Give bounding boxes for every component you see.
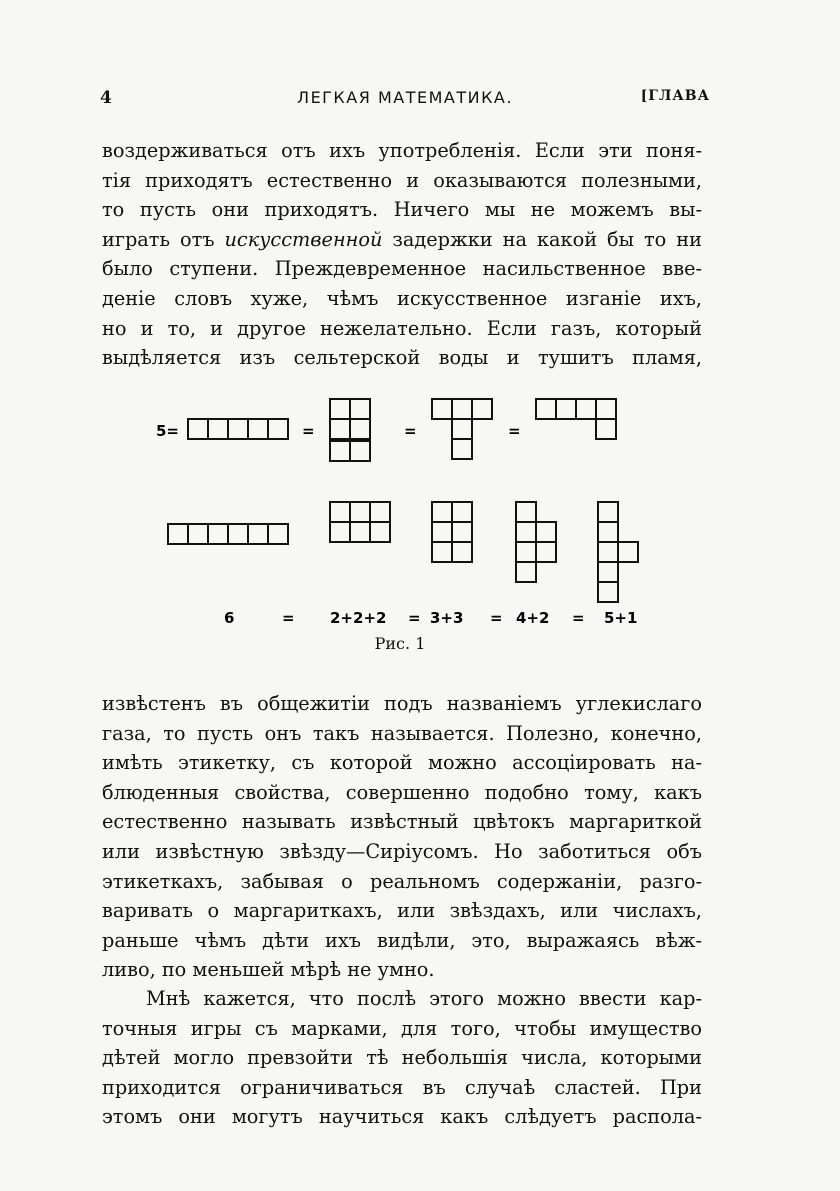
text-line: но и то, и другое нежелательно. Если газъ, который [102, 316, 702, 340]
equals-sign: = [408, 609, 421, 627]
text-line: варивать о маргариткахъ, или звѣздахъ, или числахъ, [102, 899, 702, 923]
equation-term: 2+2+2 [330, 609, 387, 627]
equals-sign: = [282, 609, 295, 627]
shape-6-4-2 [516, 502, 556, 582]
text-line: деніе словъ хуже, чѣмъ искусственное изганіе ихъ, [102, 286, 702, 310]
text-line: тія приходятъ естественно и оказываются полезными, [102, 168, 702, 192]
text-line: этикеткахъ, забывая о реальномъ содержаніи, разго- [102, 869, 702, 893]
equals-sign: = [302, 422, 315, 440]
text-line: приходится ограничиваться въ случаѣ сластей. При [102, 1075, 702, 1099]
shape-5-cross [330, 399, 370, 461]
text-line: Мнѣ кажется, что послѣ этого можно ввести кар- [146, 987, 702, 1010]
text-line: точныя игры съ марками, для того, чтобы имущество [102, 1016, 702, 1040]
figure-caption: Рис. 1 [374, 634, 426, 653]
text-line: было ступени. Преждевременное насильственное вве- [102, 257, 702, 281]
text-line: выдѣляется изъ сельтерской воды и тушитъ пламя, [102, 346, 702, 370]
equals-sign: = [490, 609, 503, 627]
page-number: 4 [100, 88, 113, 108]
shape-6-5-1 [598, 502, 638, 602]
text-line: воздерживаться отъ ихъ употребленія. Если эти поня- [102, 139, 702, 162]
text-line: раньше чѣмъ дѣти ихъ видѣли, это, выражаясь вѣж- [102, 928, 702, 952]
shape-6-2x3 [330, 502, 390, 542]
text-line: имѣть этикетку, съ которой можно ассоціировать на- [102, 751, 702, 775]
shape-5-t [432, 399, 492, 459]
equation-term: 5+1 [604, 609, 638, 627]
chapter-marker: [ГЛАВА [640, 88, 710, 104]
text-line: извѣстенъ въ общежитіи подъ названіемъ углекислаго [102, 692, 702, 715]
italic-word: искусственной [224, 227, 383, 251]
text-line: естественно называть извѣстный цвѣтокъ маргариткой [102, 810, 702, 834]
text-line: то пусть они приходятъ. Ничего мы не можемъ вы- [102, 198, 702, 222]
label-five: 5= [156, 422, 180, 440]
equals-sign: = [572, 609, 585, 627]
text-line: газа, то пусть онъ такъ называется. Полезно, конечно, [102, 721, 702, 745]
shape-5-l [536, 399, 616, 439]
equals-sign: = [404, 422, 417, 440]
paragraph-2 [102, 689, 702, 985]
equation-term: 6 [224, 609, 235, 627]
text-line: дѣтей могло превзойти тѣ небольшія числа, которыми [102, 1046, 702, 1070]
text-line: играть отъ искусственной задержки на какой бы то ни [102, 227, 702, 251]
text-line: или извѣстную звѣзду—Сиріусомъ. Но заботиться объ [102, 839, 702, 863]
strip-5-horizontal [188, 419, 288, 439]
paragraph-3 [102, 984, 702, 1132]
equation-term: 4+2 [516, 609, 550, 627]
shape-6-3x2 [432, 502, 472, 562]
text-line: блюденныя свойства, совершенно подобно тому, какъ [102, 780, 702, 804]
equals-sign: = [508, 422, 521, 440]
equation-term: 3+3 [430, 609, 464, 627]
strip-6-horizontal [168, 524, 288, 544]
text-line: ливо, по меньшей мѣрѣ не умно. [102, 958, 435, 982]
running-title: ЛЕГКАЯ МАТЕМАТИКА. [297, 88, 513, 107]
text-line: этомъ они могутъ научиться какъ слѣдуетъ распола- [102, 1105, 702, 1129]
